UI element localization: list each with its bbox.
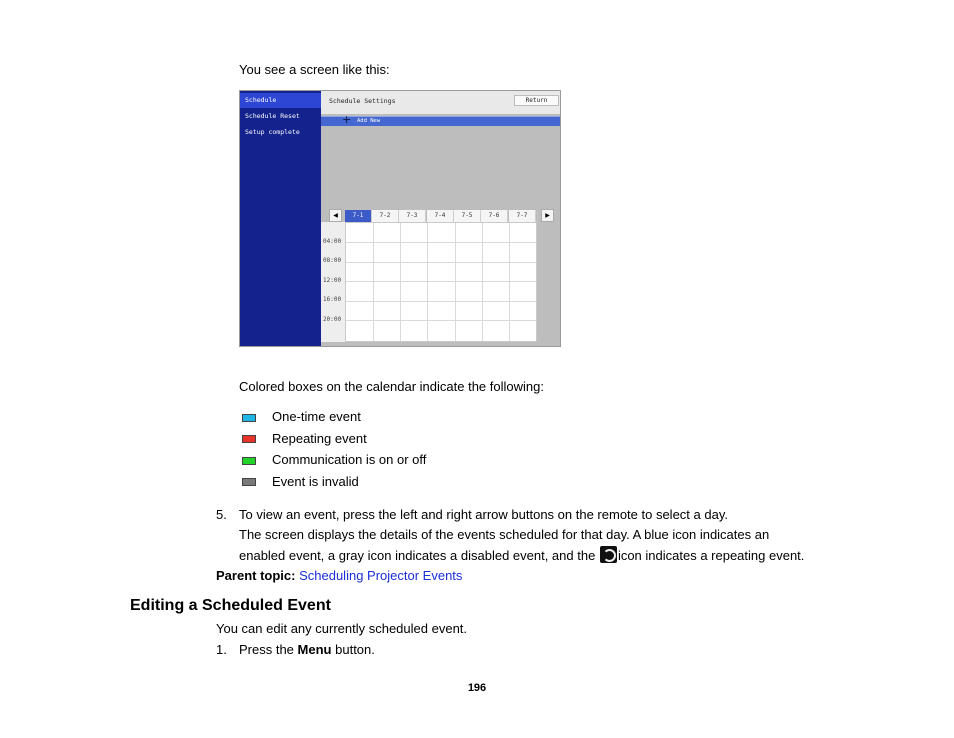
detail-text: icon indicates a repeating event.: [617, 548, 805, 563]
screen-topbar: [321, 91, 561, 114]
sidebar-item-schedule-reset: Schedule Reset: [245, 112, 300, 120]
return-button: Return: [514, 95, 559, 106]
schedule-screen-image: [239, 90, 561, 347]
sidebar-item-schedule: Schedule: [240, 93, 321, 108]
time-column: [321, 222, 345, 342]
triangle-right-icon: ▶: [541, 209, 554, 222]
one-time-event-swatch: [242, 414, 256, 422]
intro-text: You see a screen like this:: [239, 62, 390, 77]
step-text: [239, 642, 375, 658]
calendar-grid: [345, 222, 537, 342]
step-post: button.: [335, 642, 375, 657]
detail-text: enabled event, a gray icon indicates a disabled event, and the: [239, 548, 596, 563]
add-new-bar: [321, 113, 561, 126]
day-tab: 7-7: [509, 210, 536, 222]
section-heading: Editing a Scheduled Event: [130, 597, 331, 614]
step-number: 5.: [216, 507, 227, 522]
parent-topic-link[interactable]: Scheduling Projector Events: [299, 568, 463, 583]
day-tab: 7-2: [372, 210, 399, 222]
day-tab: 7-6: [481, 210, 508, 222]
menu-keyword: Menu: [297, 642, 332, 657]
add-new-label: Add New: [357, 118, 381, 124]
repeat-icon: [600, 546, 617, 563]
time-label: 16:00: [323, 296, 342, 303]
step-number: 1.: [216, 642, 227, 657]
legend-intro: Colored boxes on the calendar indicate the following:: [239, 379, 544, 394]
plus-icon: +: [342, 113, 352, 126]
time-label: 04:00: [323, 238, 342, 245]
step-detail-line1: The screen displays the details of the events scheduled for that day. A blue icon indicates an: [239, 527, 770, 542]
communication-swatch: [242, 457, 256, 465]
day-tab: 7-1: [345, 210, 372, 222]
legend-label: Event is invalid: [272, 474, 359, 489]
legend-label: Repeating event: [272, 431, 367, 446]
step-detail-line2: [239, 546, 804, 564]
triangle-left-icon: ◀: [329, 209, 342, 222]
time-label: 20:00: [323, 316, 342, 323]
step-pre: Press the: [239, 642, 294, 657]
invalid-event-swatch: [242, 478, 256, 486]
repeating-event-swatch: [242, 435, 256, 443]
screen-title: Schedule Settings: [329, 97, 396, 105]
parent-topic-label: Parent topic:: [216, 568, 296, 583]
legend-label: One-time event: [272, 409, 361, 424]
time-label: 08:00: [323, 257, 342, 264]
parent-topic: [216, 568, 462, 584]
screen-sidebar: [240, 91, 321, 346]
time-label: 12:00: [323, 277, 342, 284]
day-tab: 7-4: [427, 210, 454, 222]
section-intro: You can edit any currently scheduled event.: [216, 621, 468, 636]
page-number: 196: [467, 682, 487, 694]
sidebar-item-setup-complete: Setup complete: [245, 128, 300, 136]
legend-label: Communication is on or off: [272, 452, 427, 467]
day-tab: 7-3: [399, 210, 426, 222]
step-text: To view an event, press the left and right arrow buttons on the remote to select a day.: [239, 507, 728, 522]
day-tab: 7-5: [454, 210, 481, 222]
